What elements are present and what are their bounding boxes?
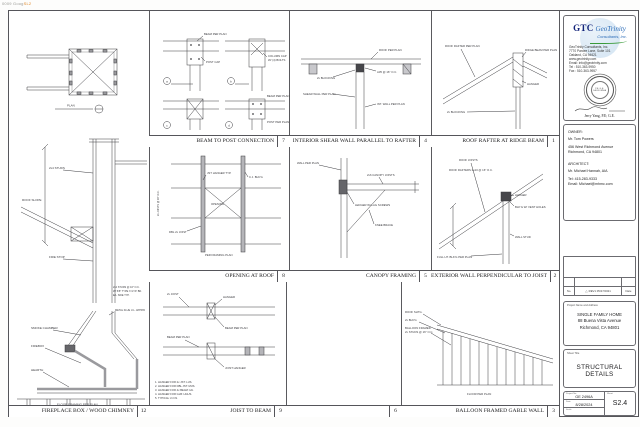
callout: A35 @ 16" O.C. — [377, 70, 398, 74]
panel-number: 4 — [419, 136, 431, 148]
sheet-number: S2.4 — [612, 400, 628, 407]
panel-9-joist-to-beam — [149, 281, 286, 404]
sheet-border — [8, 10, 639, 417]
owner-name: Mr. Tom Powers — [568, 137, 594, 142]
project-no-label: Project No. — [566, 392, 577, 395]
scale-cell — [564, 408, 604, 415]
revision-triangle-icon: △ — [585, 289, 588, 293]
callout: INT. WALL PER PLAN — [377, 102, 405, 106]
architect-tel: Tel: 415-283-9333 — [568, 177, 597, 182]
project-block — [563, 301, 636, 346]
sheet-meta-block — [563, 391, 636, 416]
callout: ROOF JOISTS — [459, 158, 478, 162]
callout: ROOF PER PLAN — [379, 48, 402, 52]
panel-number: 1 — [547, 136, 559, 148]
panel-8-opening-at-roof — [149, 146, 289, 269]
signature — [573, 105, 627, 113]
grid-line — [559, 11, 560, 416]
company-line: 7770 Pardee Lane, Suite 101 — [569, 49, 611, 54]
panel-number: 7 — [277, 136, 289, 148]
note-line: 4. HANGER FOR GLB: HGUS. — [155, 393, 193, 396]
company-line: Fax : 510-363-9957 — [569, 68, 597, 73]
revision-row — [564, 286, 635, 295]
callout: JOIST HANGER — [225, 366, 246, 370]
panel-title: OPENING AT ROOF — [225, 273, 274, 280]
project-name: SINGLE FAMILY HOME — [577, 312, 622, 317]
panel-2-drawing — [431, 146, 559, 269]
panel-title: INTERIOR SHEAR WALL PARALLEL TO RAFTER — [292, 138, 416, 145]
company-line: Oakland, CA 94621 — [569, 53, 597, 58]
panel-5-drawing — [289, 146, 431, 269]
project-no-cell — [564, 392, 604, 400]
panel-title: BEAM TO POST CONNECTION — [196, 138, 274, 145]
scale-label: Scale — [566, 408, 572, 411]
callout: 2x BLOCKING — [447, 110, 466, 114]
company-line: www.geotrinity.com — [569, 57, 597, 62]
side-label: 2x JOISTS @ 16" O.C. — [157, 190, 160, 216]
sheet-title-block — [563, 349, 636, 388]
panel-9-drawing — [149, 281, 286, 404]
company-address — [564, 46, 635, 73]
callout: COLUMN CAP — [268, 54, 287, 58]
revision-block — [563, 256, 636, 296]
callout: ROOF RAFTER PER PLAN — [445, 44, 480, 48]
company-line: Tel : 510-363-9950 — [569, 64, 596, 69]
callout: DBL 2x JOIST — [169, 230, 187, 234]
callout: LEDGER — [515, 193, 527, 197]
callout: SHEAR WALL PER PLAN — [303, 92, 336, 96]
callout: W/ (4) BOLTS — [268, 58, 286, 62]
project-address-1: 88 Buena Vista Avenue — [577, 318, 622, 324]
owner-address-1: 456 West Richmond Avenue — [568, 145, 614, 150]
panel-title: JOIST TO BEAM — [230, 408, 271, 415]
panel-2-exterior-wall-perp-joist — [431, 146, 559, 269]
logo-swoosh — [590, 40, 627, 44]
callout: BEAM PER PLAN — [267, 94, 290, 98]
panel-number: 6 — [389, 406, 401, 418]
callout: ROOF SLOPE — [22, 198, 42, 202]
callout: LEDGER W/ LAG SCREWS — [355, 203, 391, 207]
sheet-number-cell — [605, 392, 635, 415]
architect-name: Mr. Michael Hannah, AIA — [568, 169, 608, 174]
callout: 2x BLOCKING — [317, 76, 336, 80]
callout: 2x6 CANOPY JOISTS — [367, 173, 395, 177]
callout: FIREBOX — [31, 344, 45, 348]
callout: PER FRAMING PLAN — [205, 253, 233, 257]
callout: WALL PER PLAN — [297, 161, 320, 165]
callout: BALLOON FRAMED — [405, 326, 431, 330]
grid-line — [286, 281, 287, 416]
detail-letter: b — [230, 79, 232, 84]
panel-3-titlebar — [401, 405, 559, 418]
panel-1-drawing — [431, 11, 559, 134]
callout: SMOKE CHAMBER — [31, 326, 58, 330]
callout: POST PER PLAN — [267, 120, 290, 124]
callout: FIRE STOP — [49, 255, 65, 259]
corner-watermark — [2, 1, 31, 6]
callout: POST CAP — [206, 60, 221, 64]
callout: RIDGE BEAM PER PLAN — [525, 48, 558, 52]
revision-entry: REV1 05/27/2021 — [588, 289, 611, 293]
owner-heading: OWNER: — [568, 130, 583, 134]
callout: BEAM PER PLAN — [204, 32, 227, 36]
date-label: Date — [566, 400, 571, 403]
callout: WALL STUD — [515, 235, 531, 239]
panel-8-titlebar — [149, 270, 289, 283]
panel-title: FIREPLACE BOX / WOOD CHIMNEY — [41, 408, 134, 415]
revision-no-label: No. — [564, 287, 575, 295]
panel-6-titlebar — [286, 405, 401, 418]
panel-9-titlebar — [149, 405, 286, 418]
panel-12-fireplace-chimney — [9, 11, 149, 404]
date-cell — [564, 400, 604, 408]
gtc-logo-text: GTC — [573, 23, 594, 33]
callout: ROOF RAFTERS 2x10 @ 16" O.C. — [449, 168, 493, 172]
sheet-title-caption: Sheet Title — [567, 351, 580, 355]
revision-date-label: Date — [621, 287, 635, 295]
panel-12-titlebar — [9, 405, 149, 418]
callout: BLK'G W/ VENT HOLES — [515, 205, 546, 209]
company-block — [563, 15, 636, 121]
architect-email: Email: Michael@mhmc.com — [568, 181, 613, 186]
callout: ROOF SHTG. — [405, 310, 423, 314]
sheet-title: STRUCTURAL DETAILS — [576, 364, 623, 378]
date-value: 8/28/2024 — [575, 402, 593, 407]
panel-4-drawing — [289, 11, 431, 134]
logo-subtext: Consultants, Inc. — [597, 34, 627, 39]
detail-letter: d — [228, 123, 230, 128]
panel-title: ROOF RAFTER AT RIDGE BEAM — [462, 138, 544, 145]
callout: 2x STUDS @ 16" O.C. — [405, 330, 434, 334]
panel-number: 5 — [419, 271, 431, 283]
panel-3-balloon-gable-wall — [401, 281, 559, 404]
company-logo — [564, 19, 635, 35]
callout: FLOOR PER PLAN — [467, 392, 492, 396]
panel-4-titlebar — [289, 135, 431, 148]
callout: KNEE BRACE — [375, 223, 394, 227]
note-line: 2. HANGER FOR DBL JST: MUS. — [155, 385, 196, 388]
panel-7-titlebar — [149, 135, 289, 148]
owner-address-2: Richmond, CA 94801 — [568, 150, 602, 155]
panel-title: EXTERIOR WALL PERPENDICULAR TO JOIST — [431, 273, 548, 280]
panel-7-drawing — [149, 11, 289, 134]
callout: C.J. BLK'G — [249, 175, 263, 179]
panel-1-roof-rafter-ridge — [431, 11, 559, 134]
panel-2-titlebar — [431, 270, 559, 283]
note-line: EA. SIDE TYP. — [113, 294, 130, 297]
flue-label: METAL FLUE U.L. APPR'D — [115, 309, 146, 312]
callout: BEAM PER PLAN — [167, 335, 190, 339]
callout: HANGER — [527, 82, 539, 86]
callout: HANGER — [223, 295, 235, 299]
panel-number: 12 — [137, 406, 149, 418]
geotrinity-logo-text: GeoTrinity — [595, 25, 626, 33]
architect-heading: ARCHITECT: — [568, 161, 590, 166]
callout: HEARTH — [31, 368, 44, 372]
project-no-value: GE 2496A — [575, 394, 593, 399]
callout: OPENING — [211, 202, 224, 206]
note-line: W/ 5/8" TYPE X GYP. BD. — [113, 290, 142, 293]
note-line: 2x4 STUDS @ 16" O.C. — [113, 286, 140, 289]
sheet-label: Sheet — [607, 392, 613, 395]
panel-1-titlebar — [431, 135, 559, 148]
detail-letter: c — [166, 123, 168, 128]
revision-empty-row — [564, 277, 635, 286]
project-address-2: Richmond, CA 94801 — [579, 324, 620, 330]
panel-3-drawing — [401, 281, 559, 404]
callout: 2x BLK'G — [405, 318, 417, 322]
pe-stamp-seal — [586, 76, 614, 104]
note-line: 5. TYPICAL U.O.N. — [155, 397, 178, 400]
watermark-orange: SL2 — [23, 1, 32, 6]
callout: 2x JOIST — [167, 292, 179, 296]
project-caption: Project Name and Address — [567, 303, 598, 307]
owner-architect-block — [563, 124, 636, 221]
note-line: 3. HANGER FOR 4x BEAM: HU. — [155, 389, 194, 392]
panel-number: 3 — [547, 406, 559, 418]
callout: FULL HT. BLK'G PER PLAN — [437, 255, 473, 259]
panel-4-interior-shear-wall — [289, 11, 431, 134]
engineer-name: Jerry Yang, P.E; G.E. — [584, 114, 615, 119]
panel-number: 9 — [274, 406, 286, 418]
company-line: GeoTrinity Consultants, Inc. — [569, 45, 609, 50]
panel-number: 2 — [550, 271, 559, 283]
panel-number: 8 — [277, 271, 289, 283]
note-line: 1. HANGER FOR 2x JST: LUS. — [155, 381, 193, 384]
panel-5-titlebar — [289, 270, 431, 283]
panel-12-drawing — [9, 11, 149, 404]
panel-title: CANOPY FRAMING — [366, 273, 416, 280]
callout: 2x4 STUDS — [49, 166, 65, 170]
panel-title: BALLOON FRAMED GABLE WALL — [455, 408, 544, 415]
panel-7-beam-to-post — [149, 11, 289, 134]
watermark-gray: 0009 Goog — [2, 1, 24, 6]
panel-8-drawing — [149, 146, 289, 269]
callout: BEAM PER PLAN — [225, 326, 248, 330]
pe-stamp-seal-text: P.E. G.E. CALIFORNIA — [591, 81, 609, 99]
callout: PLAN — [67, 103, 75, 108]
panel-5-canopy-framing — [289, 146, 431, 269]
company-line: Email: info@geotrinity.com — [569, 61, 607, 66]
detail-letter: a — [166, 79, 168, 84]
callout: JST HANGER TYP. — [207, 171, 232, 175]
